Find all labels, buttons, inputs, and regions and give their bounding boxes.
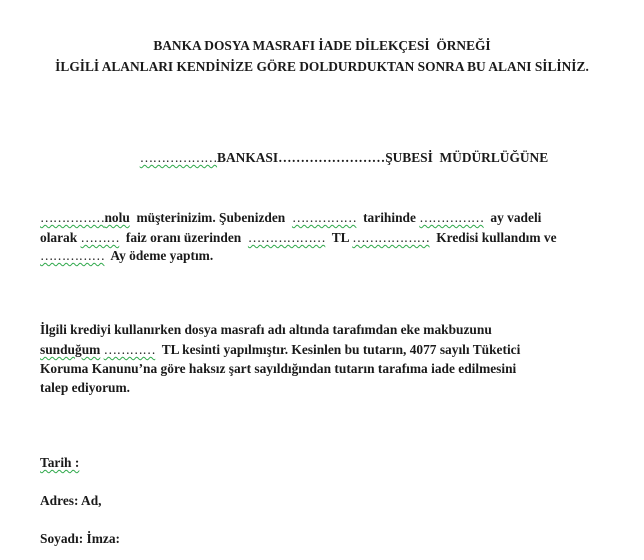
rate-blank: ……… bbox=[80, 230, 120, 245]
paragraph1-text: müşterinizim. Şubenizden bbox=[129, 210, 292, 225]
address-label: Adres: Ad, bbox=[40, 493, 102, 508]
customer-no-blank: …………… bbox=[40, 210, 105, 225]
bank-branch-label: BANKASI……………………ŞUBESİ MÜDÜRLÜĞÜNE bbox=[217, 150, 549, 165]
sundugum-word: sunduğum bbox=[40, 342, 101, 357]
document-title: BANKA DOSYA MASRAFI İADE DİLEKÇESİ ÖRNEĞİ bbox=[153, 38, 491, 53]
paragraph1-text: Kredisi kullandım ve bbox=[429, 230, 557, 245]
paragraph2-line2 bbox=[40, 342, 520, 358]
paragraph2-line3: Koruma Kanunu’na göre haksız şart sayıldığından tutarın tarafıma iade edilmesini bbox=[40, 361, 517, 376]
paragraph2-text: TL kesinti yapılmıştır. Kesinlen bu tutarın, 4077 sayılı Tüketici bbox=[155, 342, 521, 357]
surname-signature-label: Soyadı: İmza: bbox=[40, 531, 120, 546]
date-label bbox=[40, 455, 79, 471]
paragraph1-text: ay vadeli bbox=[483, 210, 542, 225]
months-paid-blank: …………… bbox=[40, 248, 105, 263]
amount-blank: ……………… bbox=[247, 230, 326, 245]
paragraph1-text: olarak bbox=[40, 230, 81, 245]
paragraph1-line1 bbox=[40, 210, 541, 226]
paragraph1-text: tarihinde bbox=[356, 210, 420, 225]
credit-type-blank: ……………… bbox=[352, 230, 430, 245]
date-blank: …………… bbox=[291, 210, 357, 225]
fee-amount-blank: ………… bbox=[103, 342, 156, 357]
paragraph2-line1: İlgili krediyi kullanırken dosya masrafı adı altında tarafımdan eke makbuzunu bbox=[40, 322, 492, 337]
addressee-line bbox=[133, 134, 548, 166]
paragraph1-line2 bbox=[40, 230, 557, 246]
paragraph1-text: Ay ödeme yaptım. bbox=[104, 248, 214, 263]
paragraph1-text: TL bbox=[325, 230, 353, 245]
term-blank: …………… bbox=[419, 210, 484, 225]
paragraph1-text: faiz oranı üzerinden bbox=[119, 230, 248, 245]
document-subtitle: İLGİLİ ALANLARI KENDİNİZE GÖRE DOLDURDUKTAN SONRA BU ALANI SİLİNİZ. bbox=[55, 59, 589, 74]
bank-name-blank: ……………… bbox=[139, 150, 218, 165]
nolu-word: nolu bbox=[104, 210, 130, 225]
paragraph1-line3 bbox=[40, 248, 213, 264]
date-label-text: Tarih : bbox=[40, 455, 80, 470]
paragraph2-line4: talep ediyorum. bbox=[40, 380, 131, 395]
